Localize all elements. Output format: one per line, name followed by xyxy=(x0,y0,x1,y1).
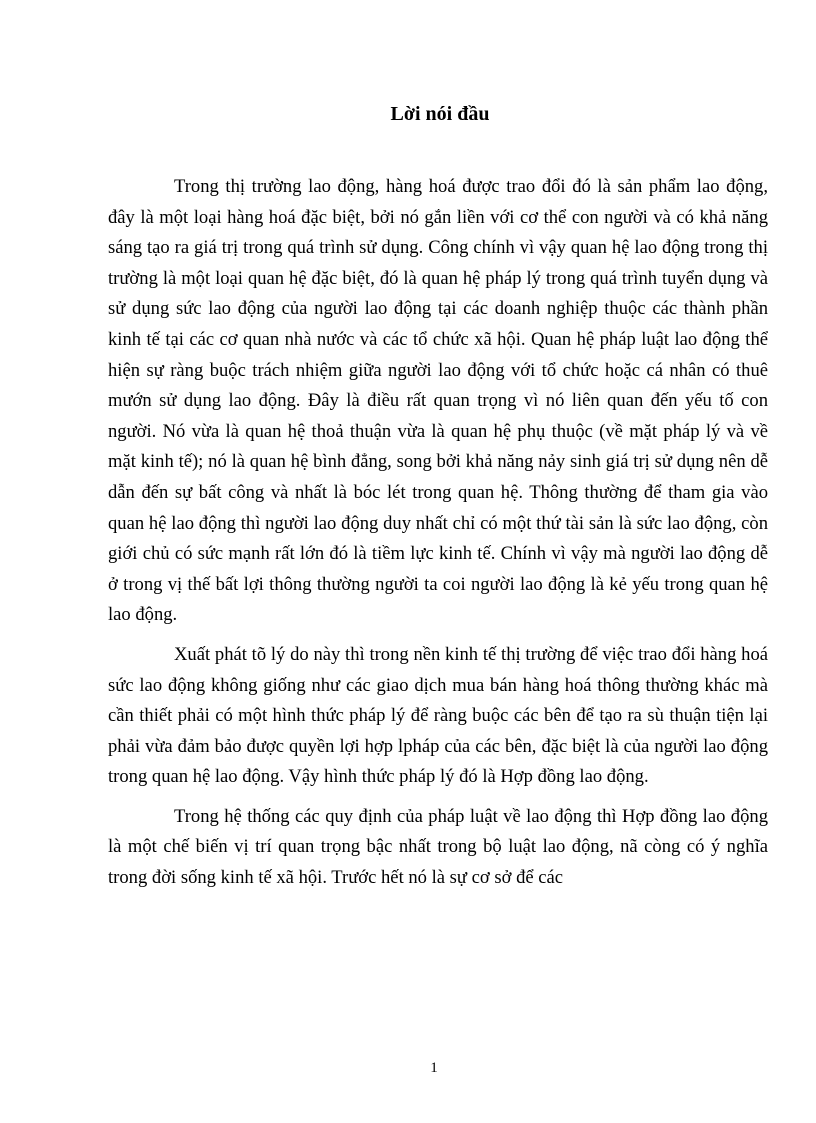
document-body xyxy=(108,172,768,894)
page-number: 1 xyxy=(430,1060,438,1076)
paragraph-3: Trong hệ thống các quy định của pháp luật về lao động thì Hợp đồng lao động là một chế biến vị trí quan trọng bậc nhất trong bộ luật lao động, nã còng có ý nghĩa trong đời sống kinh tế xã hội. Trước hết nó là sự cơ sở để các xyxy=(108,805,768,889)
paragraph-1: Trong thị trường lao động, hàng hoá được trao đổi đó là sản phẩm lao động, đây là một loại hàng hoá đặc biệt, bởi nó gắn liền với cơ thể con người và có khả năng sáng tạo ra giá trị trong quá trình sử dụng. Công chính vì vậy quan hệ lao động trong thị trường là một loại quan hệ đặc biệt, đó là quan hệ pháp lý trong quá trình tuyển dụng và sử dụng sức lao động của người lao động tại các doanh nghiệp thuộc các thành phần kinh tế tại các cơ quan nhà nước và các tổ chức xã hội. Quan hệ pháp luật lao động thể hiện sự ràng buộc trách nhiệm giữa người lao động với tổ chức hoặc cá nhân có thuê mướn sử dụng lao động. Đây là điều rất quan trọng vì nó liên quan đến yếu tố con người. Nó vừa là quan hệ thoả thuận vừa là quan hệ phụ thuộc (về mặt pháp lý và về mặt kinh tế); nó là quan hệ bình đẳng, song bởi khả năng nảy sinh giá trị sử dụng nên dễ dẫn đến sự bất công và nhất là bóc lét trong quan hệ. Thông thường để tham gia vào quan hệ lao động thì người lao động duy nhất chỉ có một thứ tài sản là sức lao động, còn giới chủ có sức mạnh rất lớn đó là tiềm lực kinh tế. Chính vì vậy mà người lao động dễ ở trong vị thế bất lợi thông thường người ta coi người lao động là kẻ yếu trong quan hệ lao động. xyxy=(108,176,768,626)
page-title: Lời nói đầu xyxy=(390,103,490,125)
paragraph-2: Xuất phát tõ lý do này thì trong nền kinh tế thị trường để việc trao đổi hàng hoá sức lao động không giống như các giao dịch mua bán hàng hoá thông thường khác mà cần thiết phải có một hình thức pháp lý để ràng buộc các bên để tạo ra sù thuận tiện lại phải vừa đảm bảo được quyền lợi hợp lpháp của các bên, đặc biệt là của người lao động trong quan hệ lao động. Vậy hình thức pháp lý đó là Hợp đồng lao động. xyxy=(108,643,768,788)
